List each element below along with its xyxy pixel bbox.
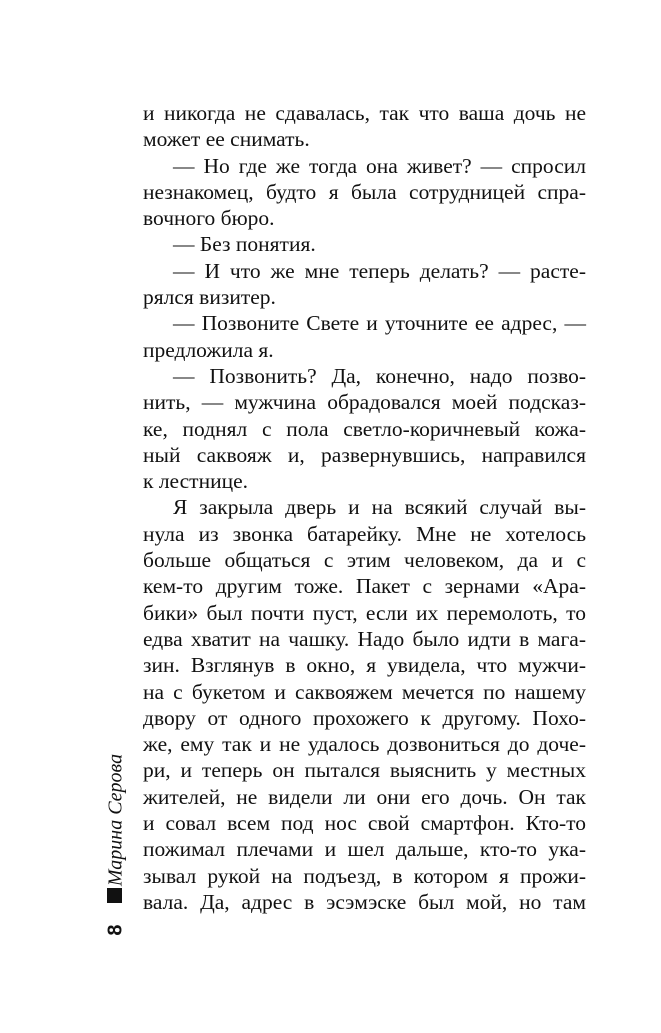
text-line: предложила я. xyxy=(143,337,274,362)
paragraph xyxy=(143,310,586,363)
text-line: — Позвоните Свете и уточните ее адрес, — xyxy=(173,311,586,336)
text-line: и совал всем под нос свой смартфон. Кто-то xyxy=(143,811,586,836)
paragraph xyxy=(143,231,586,257)
text-line: незнакомец, будто я была сотрудницей спра- xyxy=(143,179,586,204)
running-head-square-mark xyxy=(107,888,122,903)
text-line: кем-то другим тоже. Пакет с зернами «Ара- xyxy=(143,574,586,599)
text-line: пожимал плечами и шел дальше, кто-то ука- xyxy=(143,837,586,862)
paragraph xyxy=(143,258,586,311)
text-line: зывал рукой на подъезд, в котором я прожи- xyxy=(143,863,586,888)
text-line: вочного бюро. xyxy=(143,206,275,231)
text-line: бики» был почти пуст, если их перемолоть, то xyxy=(143,600,586,625)
paragraph xyxy=(143,100,586,153)
text-line: — Но где же тогда она живет? — спросил xyxy=(173,153,586,178)
text-line: — Позвонить? Да, конечно, надо позво- xyxy=(173,363,586,388)
paragraph xyxy=(143,153,586,232)
text-line: двору от одного прохожего к другому. Похо- xyxy=(143,705,586,730)
text-line: Я закрыла дверь и на всякий случай вы- xyxy=(173,495,586,520)
text-line: нить, — мужчина обрадовался моей подсказ- xyxy=(143,390,586,415)
text-line: ке, поднял с пола светло-коричневый кожа- xyxy=(143,416,586,441)
text-line: едва хватит на чашку. Надо было идти в мага- xyxy=(143,626,586,651)
text-line: к лестнице. xyxy=(143,469,249,494)
paragraph xyxy=(143,363,586,494)
text-line: ри, и теперь он пытался выяснить у местных xyxy=(143,758,586,783)
text-line: ный саквояж и, развернувшись, направился xyxy=(143,442,586,467)
text-line: жителей, не видели ли они его дочь. Он так xyxy=(143,784,586,809)
text-line: — И что же мне теперь делать? — расте- xyxy=(173,258,586,283)
text-line: рялся визитер. xyxy=(143,285,276,310)
text-line: — Без понятия. xyxy=(173,232,316,257)
text-line: больше общаться с этим человеком, да и с xyxy=(143,548,586,573)
text-line: на с букетом и саквояжем мечется по нашему xyxy=(143,679,586,704)
text-line: же, ему так и не удалось дозвониться до доче- xyxy=(143,732,586,757)
text-line: вала. Да, адрес в эсэмэске был мой, но там xyxy=(143,889,586,914)
page-number: 8 xyxy=(104,924,127,936)
text-line: и никогда не сдавалась, так что ваша дочь не xyxy=(143,101,586,125)
text-line: нула из звонка батарейку. Мне не хотелось xyxy=(143,521,586,546)
running-head-author: Марина Серова xyxy=(104,753,127,887)
text-line: может ее снимать. xyxy=(143,127,310,152)
paragraph xyxy=(143,494,586,915)
body-text xyxy=(143,100,586,915)
text-line: зин. Взглянув в окно, я увидела, что мужчи- xyxy=(143,653,586,678)
